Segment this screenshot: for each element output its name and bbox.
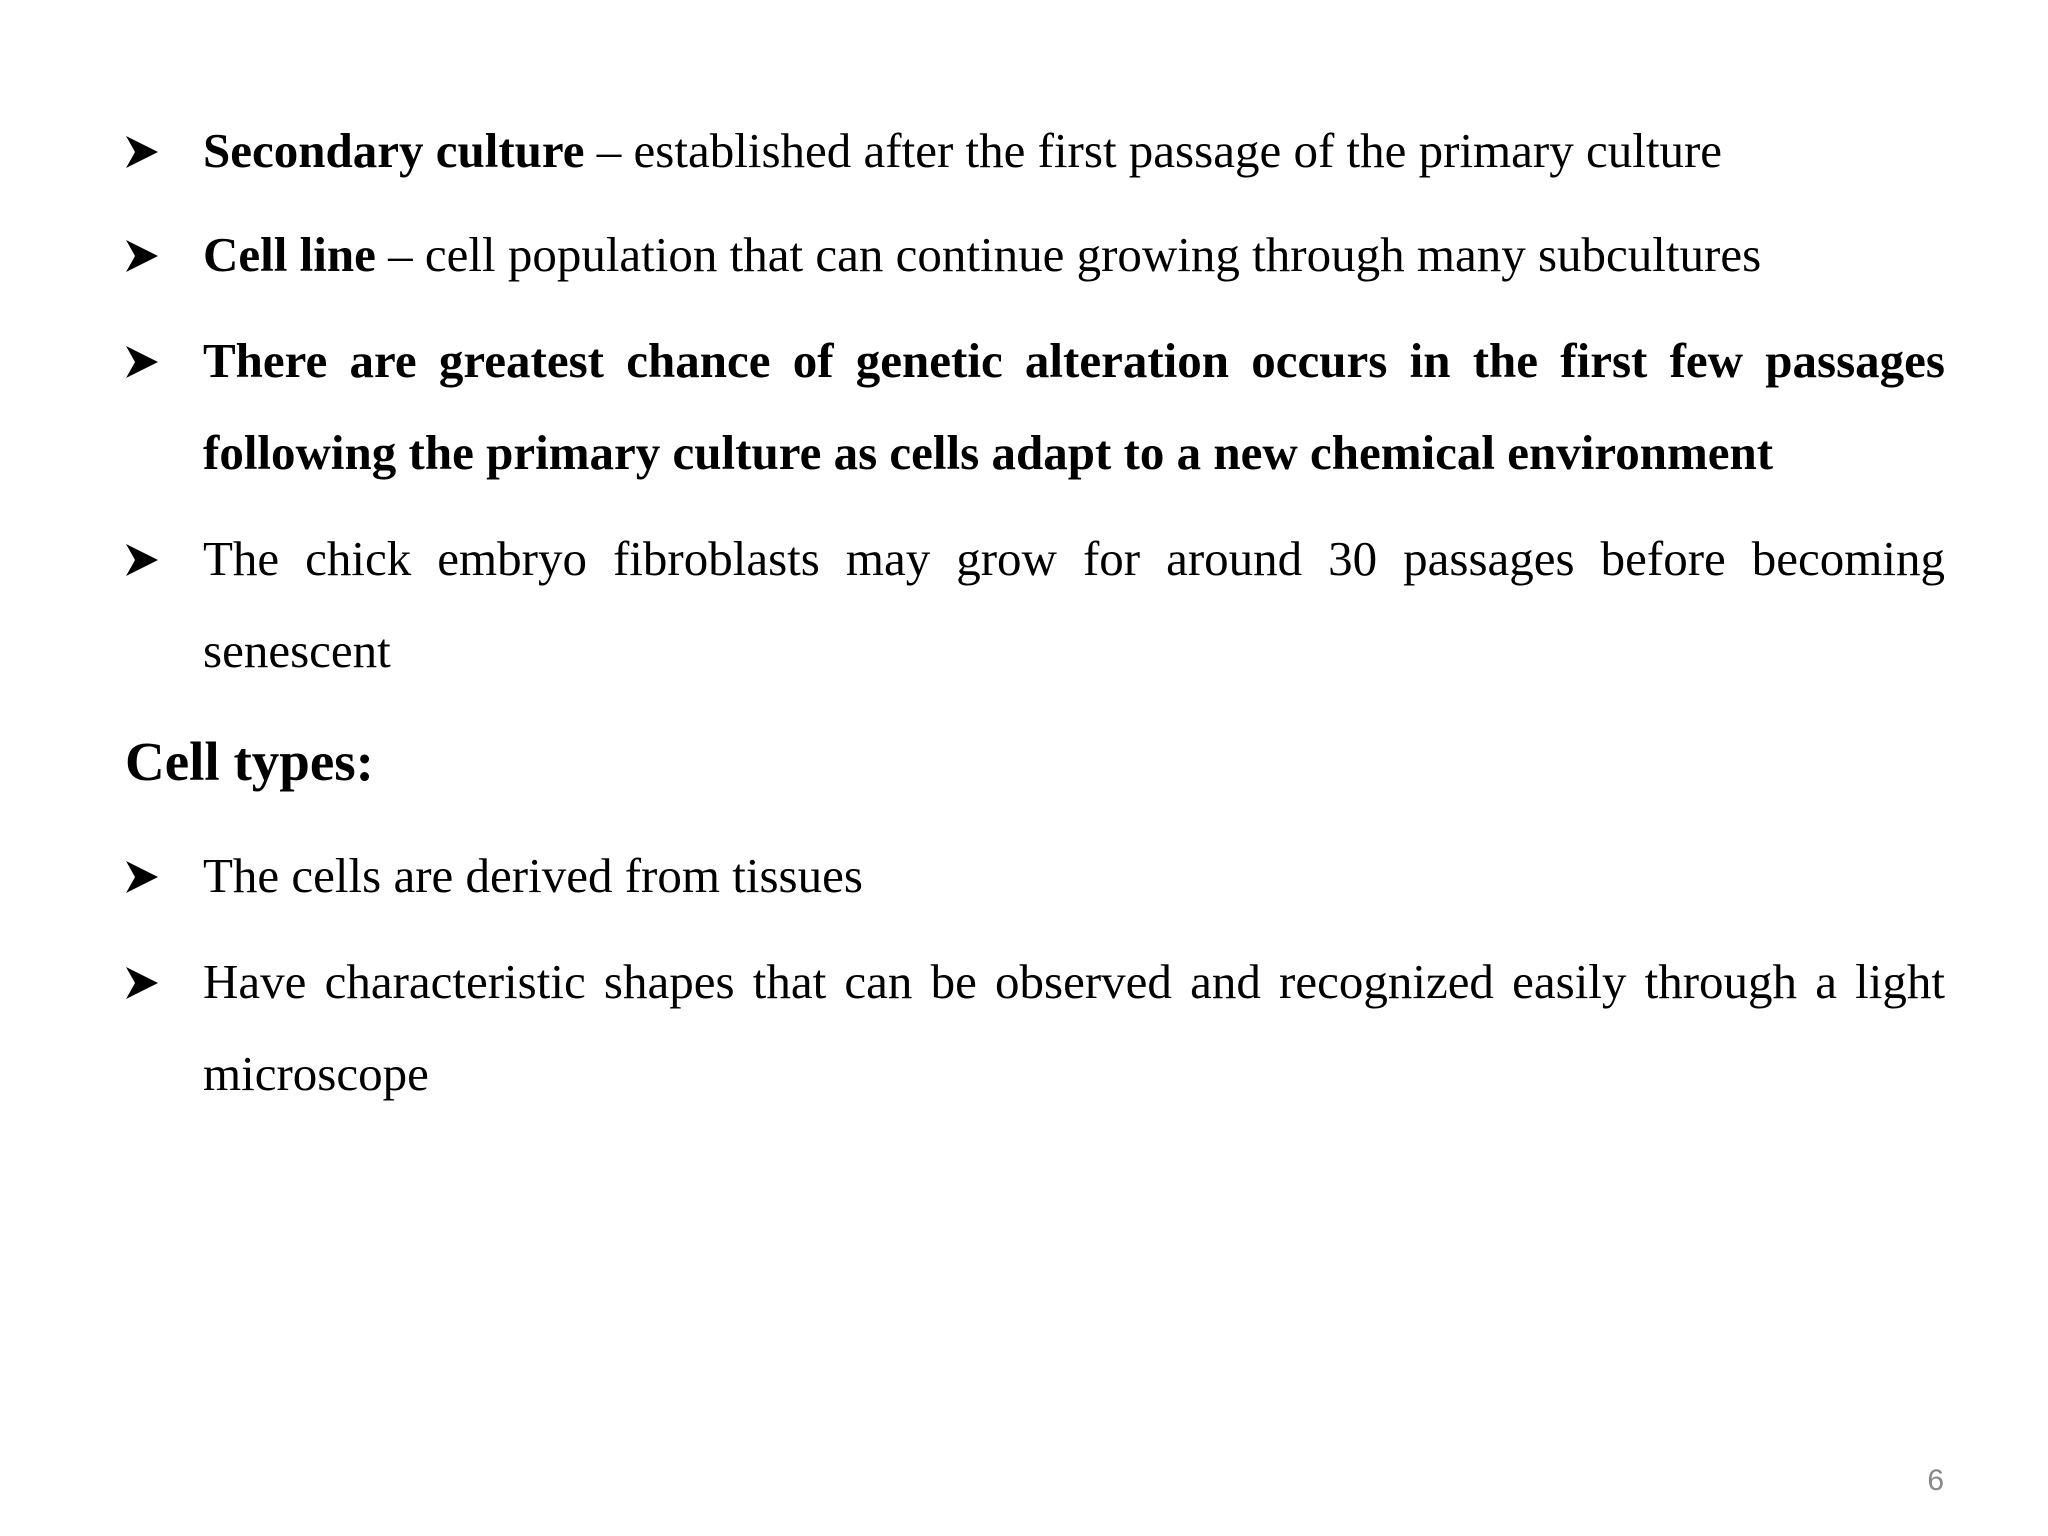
bullet-text-genetic-alteration: There are greatest chance of genetic alteration occurs in the first few passages following the primary culture as cells adapt to a new chemical environment bbox=[203, 333, 1945, 480]
bullet-text bbox=[203, 105, 1945, 197]
arrowhead-bullet-icon bbox=[125, 936, 203, 1000]
bullet-item-genetic-alteration bbox=[125, 315, 1945, 499]
section-heading-cell-types: Cell types: bbox=[125, 731, 374, 792]
definition-secondary-culture: established after the first passage of the primary culture bbox=[633, 123, 1723, 178]
bullet-text-characteristic-shapes: Have characteristic shapes that can be observed and recognized easily through a light microscope bbox=[203, 954, 1945, 1101]
bullet-item-cell-line bbox=[125, 209, 1945, 301]
bullet-item-derived-from-tissues bbox=[125, 830, 1945, 922]
arrowhead-bullet-icon bbox=[125, 209, 203, 273]
separator: – bbox=[584, 123, 634, 178]
bullet-text-chick-embryo: The chick embryo fibroblasts may grow for around 30 passages before becoming senescent bbox=[203, 531, 1945, 678]
page-number: 6 bbox=[1927, 1464, 1944, 1497]
bullet-text bbox=[203, 209, 1945, 301]
bullet-item-characteristic-shapes bbox=[125, 936, 1945, 1120]
bullet-item-secondary-culture bbox=[125, 105, 1945, 197]
arrowhead-bullet-icon bbox=[125, 830, 203, 894]
bullet-text-derived: The cells are derived from tissues bbox=[203, 848, 863, 903]
bullet-item-chick-embryo-fibroblasts bbox=[125, 513, 1945, 697]
separator: – bbox=[375, 227, 425, 282]
arrowhead-bullet-icon bbox=[125, 105, 203, 169]
arrowhead-bullet-icon bbox=[125, 315, 203, 379]
term-cell-line: Cell line bbox=[203, 227, 376, 282]
term-secondary-culture: Secondary culture bbox=[203, 123, 585, 178]
definition-cell-line: cell population that can continue growing through many subcultures bbox=[424, 227, 1762, 282]
arrowhead-bullet-icon bbox=[125, 513, 203, 577]
